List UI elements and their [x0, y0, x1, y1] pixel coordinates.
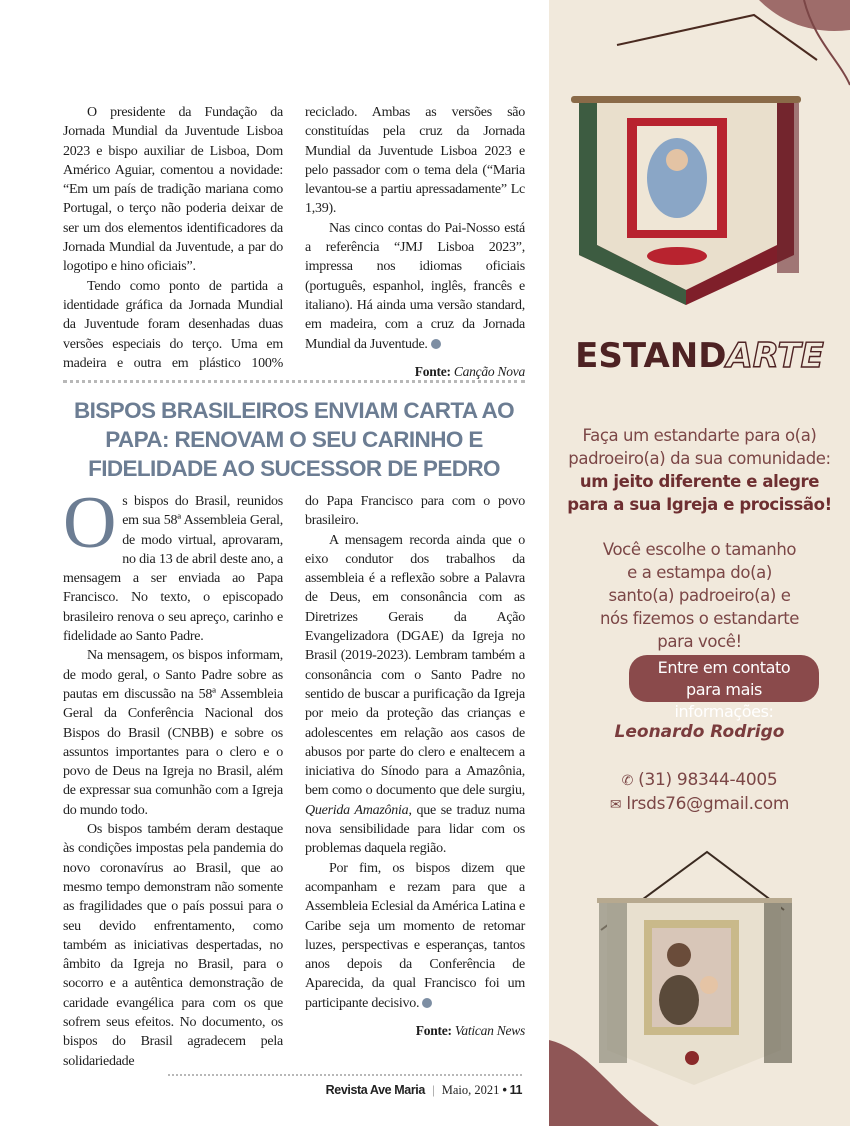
source-credit	[305, 362, 525, 381]
end-mark-icon	[422, 998, 432, 1008]
page-number: 11	[509, 1083, 522, 1097]
phone-icon: ✆	[621, 773, 634, 789]
brand-main: ESTAND	[575, 336, 727, 376]
email-line[interactable]	[549, 793, 850, 817]
article-title: BISPOS BRASILEIROS ENVIAM CARTA AO PAPA: RENOVAM O SEU CARINHO E FIDELIDADE AO SUCESSOR DE PEDRO	[73, 398, 515, 481]
email-address: lrsds76@gmail.com	[626, 794, 790, 814]
magazine-name: Revista Ave Maria	[325, 1083, 425, 1097]
paragraph-text: A mensagem recorda ainda que o eixo condutor dos trabalhos da assembleia é a reflexão sobre a Palavra de Deus, em consonância com as Diretrizes Gerais da Ação Evangelizadora (DGAE) da Igreja no Brasil (2019-2023). Lembram também a consonância com o Santo Padre no sentido de buscar a purificação da Igreja por meio da proteção das crianças e adolescentes em relação aos casos de abusos por parte do clero e enaltecem a iniciativa do Sínodo para a Amazônia, bem como o documento que dele surgiu,	[305, 532, 525, 799]
banner-image-2	[597, 852, 792, 1085]
drop-cap: O	[63, 482, 117, 564]
paragraph-text: Por fim, os bispos dizem que acompanham e rezam para que a Assembleia Eclesial da América Latina e Caribe seja um momento de retomar luzes, perspectivas e esperanças, tantos anos depois da Conferência de Aparecida, da qual Francisco foi um participante decisivo.	[305, 860, 525, 1011]
source-label: Fonte:	[414, 363, 451, 379]
paragraph	[305, 219, 525, 354]
article2-column-1	[63, 482, 283, 1071]
phone-line[interactable]	[549, 769, 850, 793]
paragraph: do Papa Francisco para com o povo brasileiro.	[305, 494, 525, 529]
ad-pitch	[549, 424, 850, 516]
source-label: Fonte:	[415, 1023, 452, 1039]
document-title: Querida Amazônia	[305, 802, 409, 818]
page-footer	[326, 1083, 522, 1098]
contact-info	[549, 769, 850, 817]
article1-column-1	[63, 103, 283, 373]
paragraph: O presidente da Fundação da Jornada Mundial da Juventude Lisboa 2023 e bispo auxiliar de Lisboa, Dom Américo Aguiar, comentou a novidade: “Em um país de tradição mariana como Portugal, o terço não poderia deixar de ser um dos elementos identificadores da Jornada Mundial da Juventude, a par do logotipo e hino oficiais”.	[63, 105, 283, 275]
pitch-highlight: um jeito diferente e alegre para a sua Igreja e procissão!	[567, 472, 832, 514]
contact-name: Leonardo Rodrigo	[614, 722, 785, 742]
paragraph-text: s bispos do Brasil, reunidos em sua 58ª Assembleia Geral, de modo virtual, aprovaram, no dia 13 de abril deste ano, a mensagem a ser enviada ao Papa Francisco. No texto, o episcopado brasileiro renova o seu apreço, carinho e fidelidade ao Santo Padre.	[63, 494, 283, 645]
paragraph: Tendo como ponto de partida a identidade gráfica da Jornada Mundial da Juventude foram desenhadas duas versões especiais do terço. Uma em madeira e outra em plástico 100%	[63, 278, 283, 371]
paragraph-text: Nas cinco contas do Pai-Nosso está a referência “JMJ Lisboa 2023”, impressa nos idiomas oficiais (português, espanhol, inglês, francês e italiano). Há ainda uma versão standard, em madeira, com a cruz da Jornada Mundial da Juventude.	[305, 220, 525, 352]
contact-cta-badge: Entre em contato para mais informações:	[629, 655, 819, 702]
paragraph-text: , que se traduz numa nova sensibilidade para lidar com os problemas daquela região.	[305, 802, 525, 857]
pitch-text: Faça um estandarte para o(a) padroeiro(a) da sua comunidade:	[568, 426, 831, 468]
envelope-icon: ✉	[609, 797, 622, 813]
paragraph: Na mensagem, os bispos informam, de modo geral, o Santo Padre sobre as pautas em discussão na 58ª Assembleia Geral da Conferência Nacional dos Bispos do Brasil (CNBB) e sobre os assuntos importantes para o clero e o povo de Deus na Igreja no Brasil, além de expressar sua comunhão com a Igreja do mundo todo.	[63, 648, 283, 818]
paragraph	[305, 859, 525, 1013]
banner-image-1	[571, 15, 817, 305]
issue-date: Maio, 2021	[441, 1083, 500, 1097]
separator: |	[432, 1083, 435, 1097]
phone-number: (31) 98344-4005	[638, 770, 778, 790]
source-name: Vatican News	[454, 1023, 525, 1039]
bullet: •	[502, 1083, 507, 1097]
brand-logo	[549, 336, 850, 376]
paragraph: reciclado. Ambas as versões são constituídas pela cruz da Jornada Mundial da Juventude Lisboa 2023 e pelo passador com o tema dela (“Maria levantou-se a partiu apressadamente” Lc 1,39).	[305, 105, 525, 217]
source-name: Canção Nova	[453, 363, 525, 379]
source-credit	[305, 1021, 525, 1040]
article1-column-2	[305, 103, 525, 381]
end-mark-icon	[431, 339, 441, 349]
footer-divider	[168, 1074, 522, 1076]
advertisement-panel	[549, 0, 850, 1126]
ad-description: Você escolhe o tamanho e a estampa do(a) santo(a) padroeiro(a) e nós fizemos o estandarte para você!	[599, 540, 800, 651]
paragraph	[305, 531, 525, 859]
section-divider	[63, 380, 525, 383]
paragraph	[63, 482, 283, 646]
paragraph: Os bispos também deram destaque às condições impostas pela pandemia do novo coronavírus ao Brasil, que ao mesmo tempo demonstram não somente as fragilidades que o país possui para o seu devido enfrentamento, como também as iniciativas despertadas, no âmbito da Igreja no Brasil, para o socorro e a autêntica demonstração de caridade evangélica para com os que sofrem seus efeitos. No documento, os bispos do Brasil agradecem pela solidariedade	[63, 822, 283, 1069]
brand-accent: ARTE	[726, 336, 824, 376]
article2-column-2	[305, 492, 525, 1040]
